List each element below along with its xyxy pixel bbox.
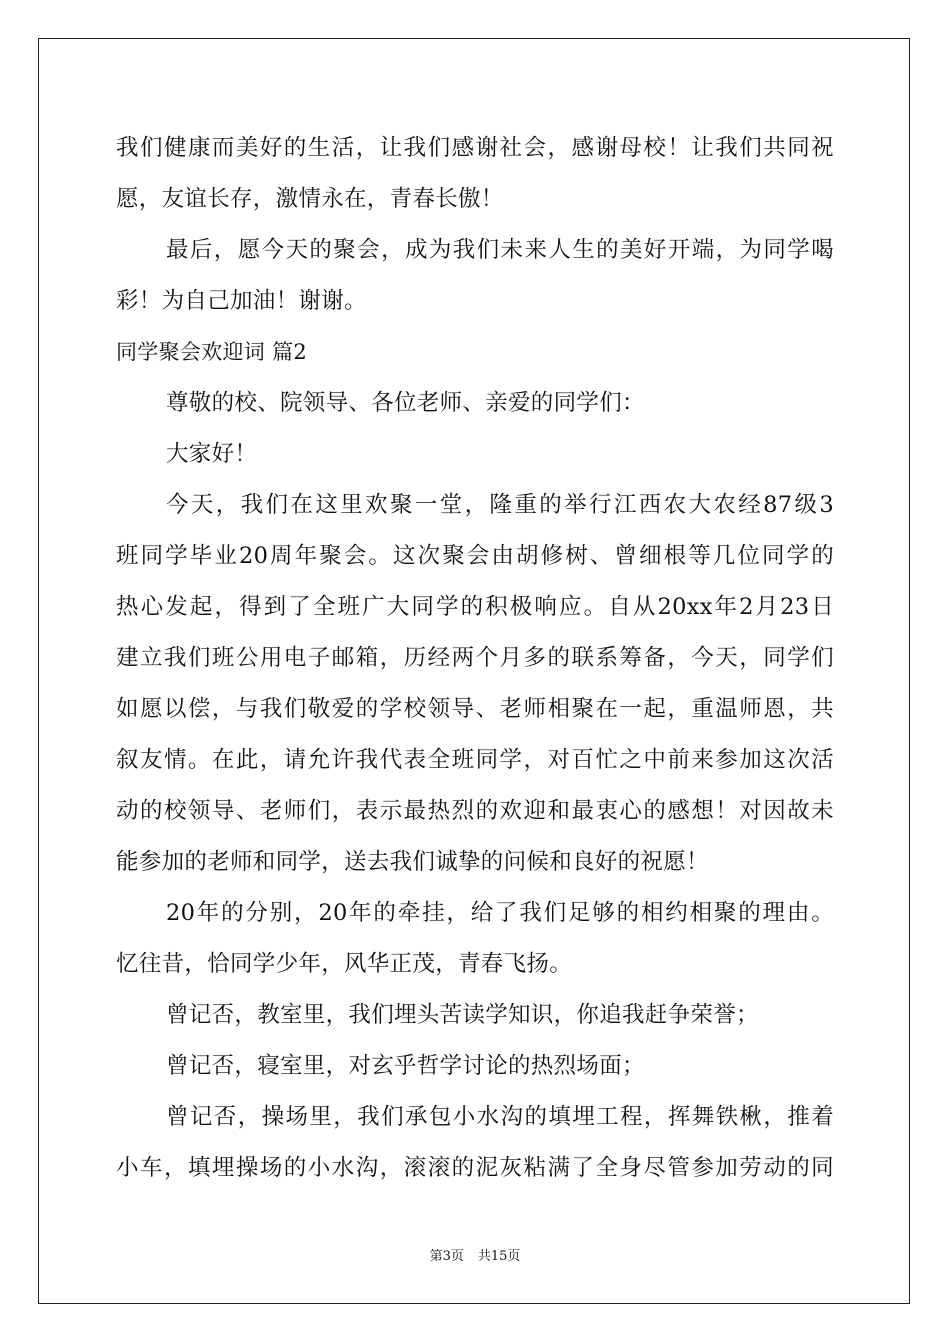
text-line: 叙友情。在此，请允许我代表全班同学，对百忙之中前来参加这次活 <box>116 747 834 773</box>
greeting: 大家好！ <box>166 441 258 467</box>
text-line: 小车，填埋操场的小水沟，滚滚的泥灰粘满了全身尽管参加劳动的同 <box>116 1155 834 1181</box>
text-line: 如愿以偿，与我们敬爱的学校领导、老师相聚在一起，重温师恩，共 <box>116 696 834 722</box>
text-line: 班同学毕业20周年聚会。这次聚会由胡修树、曾细根等几位同学的 <box>116 543 834 569</box>
document-body <box>116 123 834 1194</box>
text-line: 能参加的老师和同学，送去我们诚挚的问候和良好的祝愿！ <box>116 849 709 875</box>
section-heading: 同学聚会欢迎词 篇2 <box>116 340 308 364</box>
text-line: 我们健康而美好的生活，让我们感谢社会，感谢母校！让我们共同祝 <box>116 135 834 161</box>
paragraph-start: 最后，愿今天的聚会，成为我们未来人生的美好开端，为同学喝 <box>166 237 834 263</box>
text-line: 彩！为自己加油！谢谢。 <box>116 288 367 314</box>
text-line: 热心发起，得到了全班广大同学的积极响应。自从20xx年2月23日 <box>116 594 834 620</box>
paragraph-start: 今天，我们在这里欢聚一堂，隆重的举行江西农大农经87级3 <box>166 492 834 518</box>
text-line: 建立我们班公用电子邮箱，历经两个月多的联系筹备，今天，同学们 <box>116 645 834 671</box>
page-number: 第3页 <box>429 1249 464 1264</box>
paragraph-start: 曾记否，操场里，我们承包小水沟的填埋工程，挥舞铁楸，推着 <box>166 1104 834 1130</box>
salutation: 尊敬的校、院领导、各位老师、亲爱的同学们： <box>166 390 645 416</box>
paragraph-start: 曾记否，教室里，我们埋头苦读学知识，你追我赶争荣誉； <box>166 1002 759 1028</box>
text-line: 愿，友谊长存，激情永在，青春长傲！ <box>116 186 504 212</box>
page-footer <box>0 1247 950 1267</box>
text-line: 动的校领导、老师们，表示最热烈的欢迎和最衷心的感想！对因故未 <box>116 798 834 824</box>
paragraph-start: 20年的分别，20年的牵挂，给了我们足够的相约相聚的理由。 <box>166 900 834 926</box>
text-line: 忆往昔，恰同学少年，风华正茂，青春飞扬。 <box>116 951 573 977</box>
page-total: 共15页 <box>477 1249 521 1264</box>
paragraph-start: 曾记否，寝室里，对玄乎哲学讨论的热烈场面； <box>166 1053 645 1079</box>
